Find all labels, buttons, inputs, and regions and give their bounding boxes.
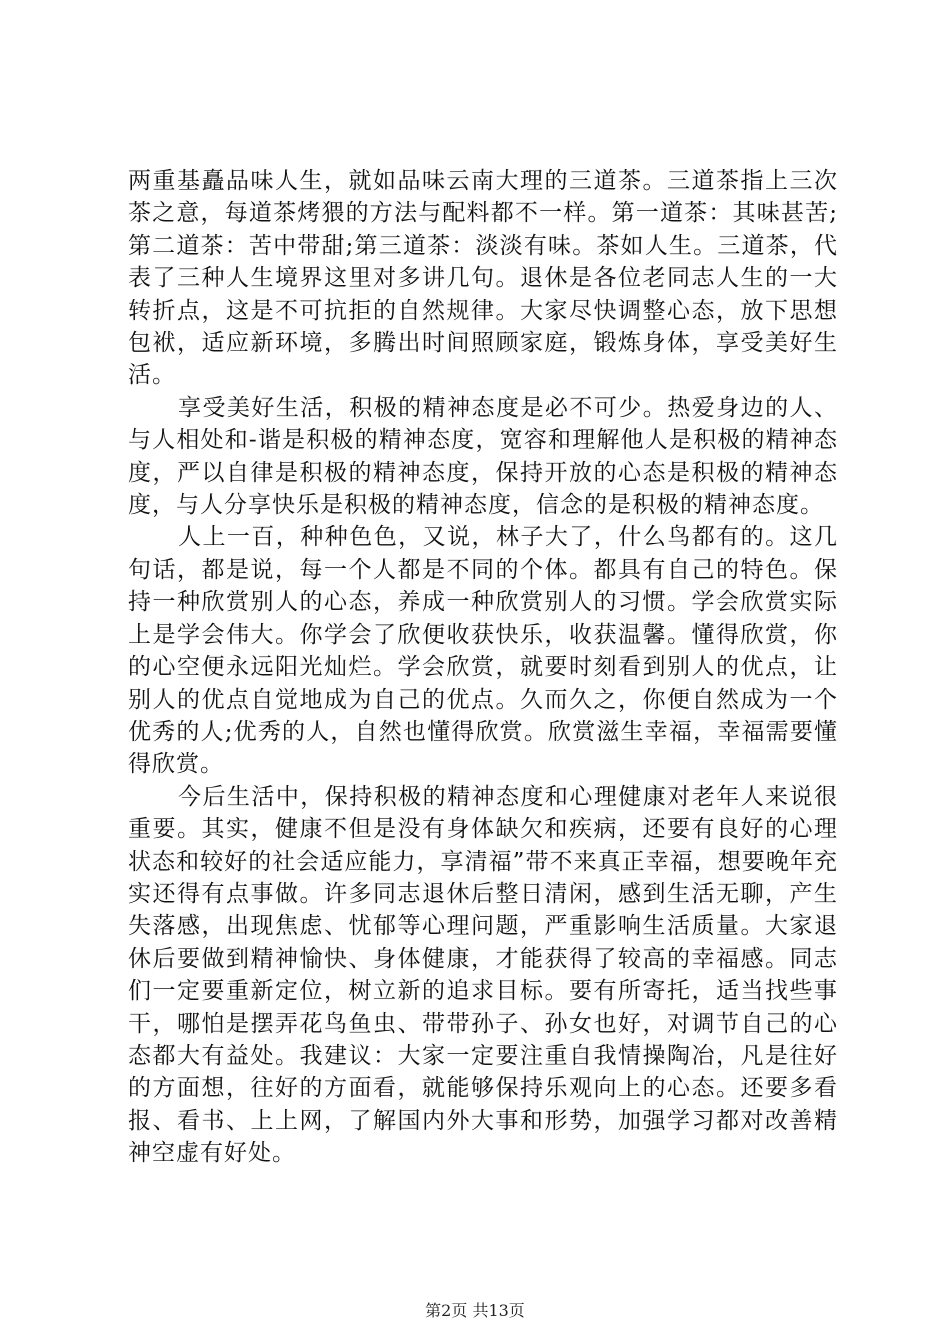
- paragraph-1: 两重基矗品味人生，就如品味云南大理的三道茶。三道茶指上三次茶之意，每道茶烤猥的方法与配料都不一样。第一道茶：其味甚苦;第二道茶：苦中带甜;第三道茶：淡淡有味。茶如人生。三道茶，代表了三种人生境界这里对多讲几句。退休是各位老同志人生的一大转折点，这是不可抗拒的自然规律。大家尽快调整心态，放下思想包袱，适应新环境，多腾出时间照顾家庭，锻炼身体，享受美好生活。: [128, 168, 838, 389]
- paragraph-3: 人上一百，种种色色，又说，林子大了，什么鸟都有的。这几句话，都是说，每一个人都是不同的个体。都具有自己的特色。保持一种欣赏别人的心态，养成一种欣赏别人的习惯。学会欣赏实际上是学会伟大。你学会了欣便收获快乐，收获温馨。懂得欣赏，你的心空便永远阳光灿烂。学会欣赏，就要时刻看到别人的优点，让别人的优点自觉地成为自己的优点。久而久之，你便自然成为一个优秀的人;优秀的人，自然也懂得欣赏。欣赏滋生幸福，幸福需要懂得欣赏。: [128, 524, 838, 778]
- paragraph-4: 今后生活中，保持积极的精神态度和心理健康对老年人来说很重要。其实，健康不但是没有身体缺欠和疾病，还要有良好的心理状态和较好的社会适应能力，享清福”带不来真正幸福，想要晚年充实还得有点事做。许多同志退休后整日清闲，感到生活无聊，产生失落感，出现焦虑、忧郁等心理问题，严重影响生活质量。大家退休后要做到精神愉快、身体健康，才能获得了较高的幸福感。同志们一定要重新定位，树立新的追求目标。要有所寄托，适当找些事干，哪怕是摆弄花鸟鱼虫、带带孙子、孙女也好，对调节自己的心态都大有益处。我建议：大家一定要注重自我情操陶冶，凡是往好的方面想，往好的方面看，就能够保持乐观向上的心态。还要多看报、看书、上上网，了解国内外大事和形势，加强学习都对改善精神空虚有好处。: [128, 783, 838, 1167]
- page-footer: 第2页 共13页: [425, 1301, 525, 1320]
- document-body: [128, 165, 838, 1170]
- paragraph-2: 享受美好生活，积极的精神态度是必不可少。热爱身边的人、与人相处和-谐是积极的精神态度，宽容和理解他人是积极的精神态度，严以自律是积极的精神态度，保持开放的心态是积极的精神态度，与人分享快乐是积极的精神态度，信念的是积极的精神态度。: [128, 394, 838, 519]
